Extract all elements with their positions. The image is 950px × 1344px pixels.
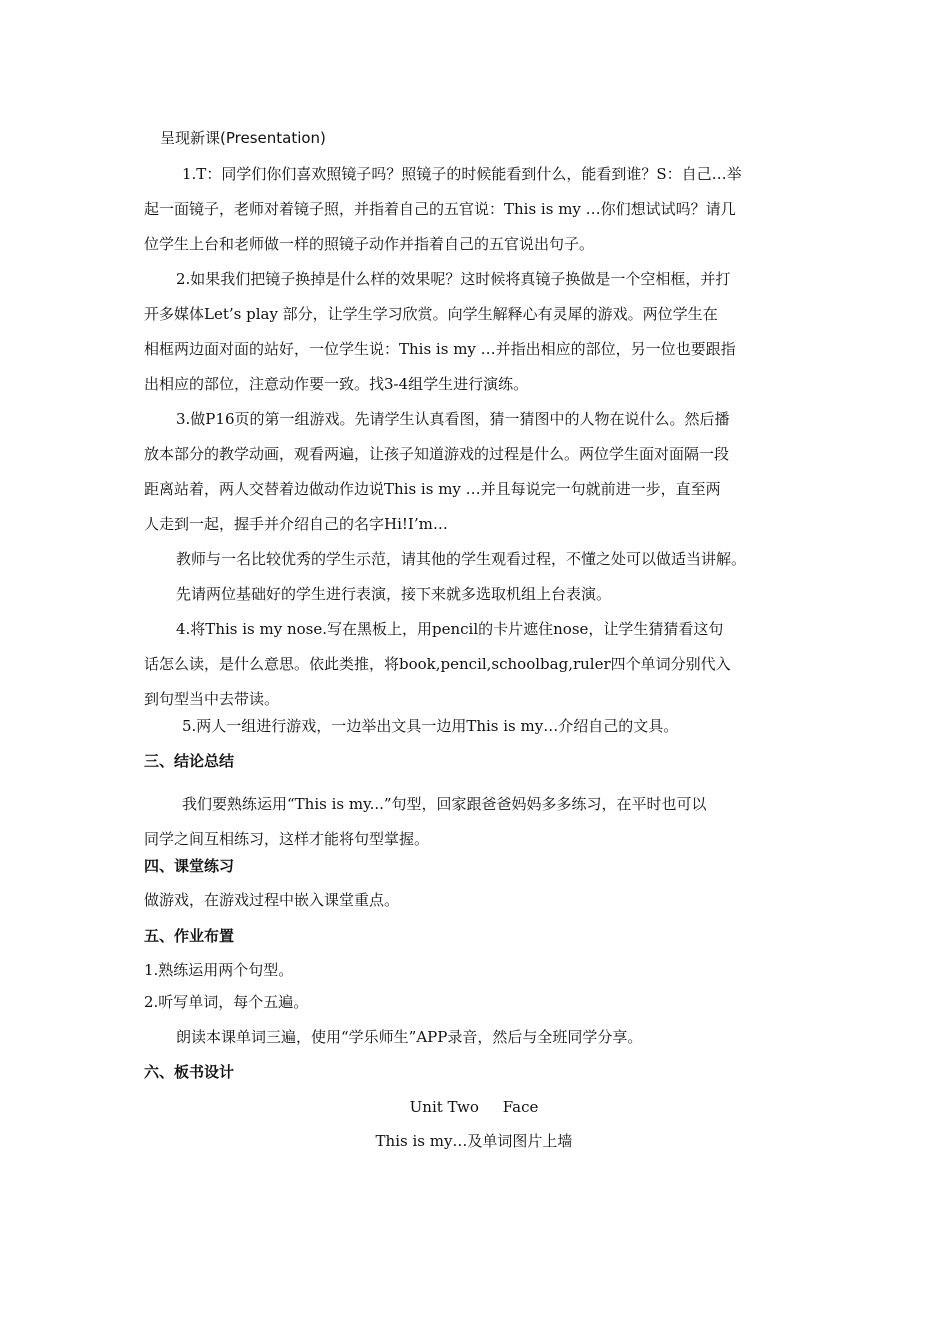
homework-item-3: 朗读本课单词三遍，使用“学乐师生”APP录音，然后与全班同学分享。 bbox=[176, 1028, 643, 1046]
section4-heading: 四、课堂练习 bbox=[144, 857, 235, 875]
para2-line2: 开多媒体Let’s play 部分，让学生学习欣赏。向学生解释心有灵犀的游戏。两位学生在 bbox=[144, 305, 718, 323]
para2-line4: 出相应的部位，注意动作要一致。找3-4组学生进行演练。 bbox=[144, 375, 529, 393]
section6-heading: 六、板书设计 bbox=[144, 1063, 235, 1081]
section3-line1: 我们要熟练运用“This is my...”句型，回家跟爸爸妈妈多多练习，在平时也可以 bbox=[182, 795, 707, 813]
para2-line3: 相框两边面对面的站好，一位学生说：This is my …并指出相应的部位，另一位也要跟指 bbox=[144, 340, 736, 358]
para3-line4: 人走到一起，握手并介绍自己的名字Hi!I’m… bbox=[144, 515, 448, 533]
para1-line1: 1.T：同学们你们喜欢照镜子吗？照镜子的时候能看到什么，能看到谁？S：自己…举 bbox=[182, 165, 742, 183]
para1-line2: 起一面镜子，老师对着镜子照，并指着自己的五官说：This is my …你们想试试吗？请几 bbox=[144, 200, 736, 218]
para3b: 先请两位基础好的学生进行表演，接下来就多选取机组上台表演。 bbox=[176, 585, 612, 603]
homework-item-1: 1.熟练运用两个句型。 bbox=[144, 961, 294, 979]
para2-line1: 2.如果我们把镜子换掉是什么样的效果呢？这时候将真镜子换做是一个空相框，并打 bbox=[176, 270, 731, 288]
para4-line1: 4.将This is my nose.写在黑板上，用pencil的卡片遮住nose，让学生猜猜看这句 bbox=[176, 620, 724, 638]
para4-line3: 到句型当中去带读。 bbox=[144, 690, 280, 708]
para3a: 教师与一名比较优秀的学生示范，请其他的学生观看过程，不懂之处可以做适当讲解。 bbox=[176, 550, 747, 568]
presentation-heading: 呈现新课(Presentation) bbox=[160, 129, 326, 147]
para1-line3: 位学生上台和老师做一样的照镜子动作并指着自己的五官说出句子。 bbox=[144, 235, 595, 253]
homework-item-2: 2.听写单词，每个五遍。 bbox=[144, 993, 309, 1011]
board-line: This is my…及单词图片上墙 bbox=[375, 1132, 573, 1150]
board-title: Unit Two Face bbox=[409, 1098, 539, 1116]
para3-line3: 距离站着，两人交替着边做动作边说This is my …并且每说完一句就前进一步，直至两 bbox=[144, 480, 721, 498]
para3-line1: 3.做P16页的第一组游戏。先请学生认真看图，猜一猜图中的人物在说什么。然后播 bbox=[176, 410, 730, 428]
section3-line2: 同学之间互相练习，这样才能将句型掌握。 bbox=[144, 830, 430, 848]
para4-line2: 话怎么读，是什么意思。依此类推，将book,pencil,schoolbag,ruler四个单词分别代入 bbox=[144, 655, 731, 673]
para3-line2: 放本部分的教学动画，观看两遍，让孩子知道游戏的过程是什么。两位学生面对面隔一段 bbox=[144, 445, 730, 463]
section3-heading: 三、结论总结 bbox=[144, 752, 235, 770]
section4-text: 做游戏，在游戏过程中嵌入课堂重点。 bbox=[144, 891, 400, 909]
section5-heading: 五、作业布置 bbox=[144, 927, 235, 945]
para5: 5.两人一组进行游戏，一边举出文具一边用This is my…介绍自己的文具。 bbox=[182, 717, 679, 735]
